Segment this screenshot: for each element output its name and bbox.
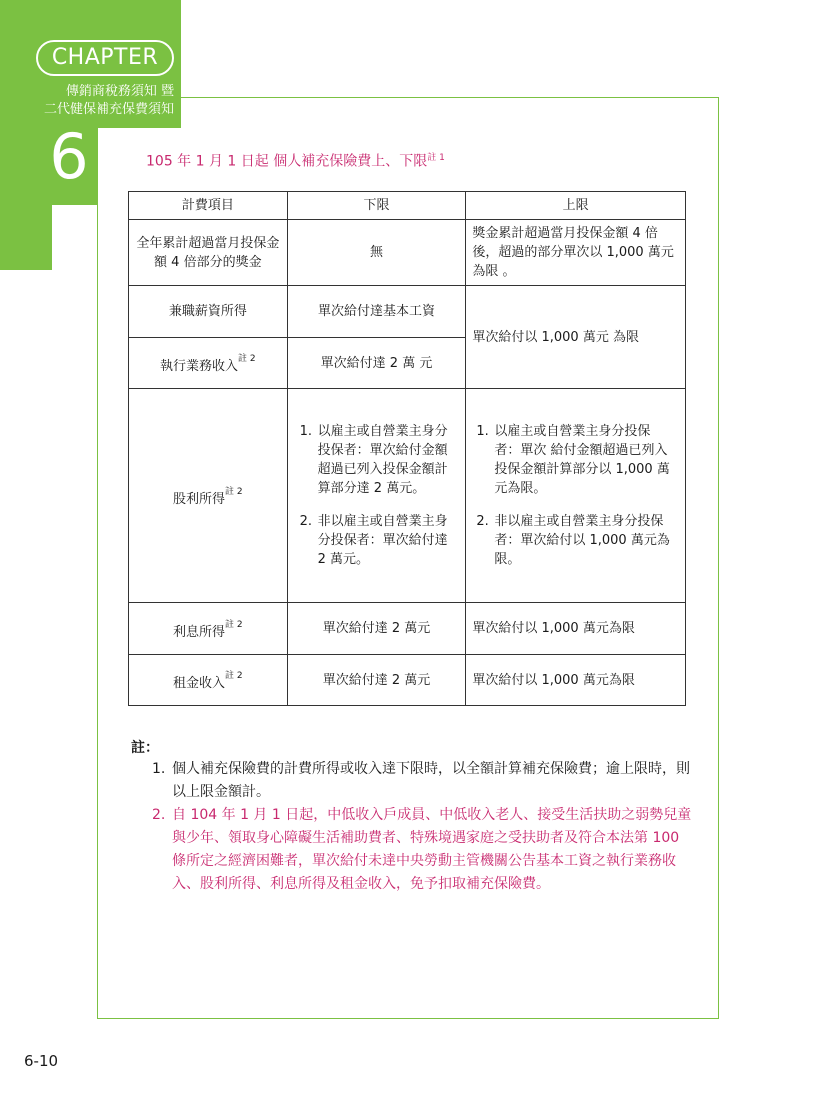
chapter-number: 6	[49, 120, 89, 193]
chapter-subtitle-line2: 二代健保補充保費須知	[43, 102, 174, 117]
row-upper: 獎金累計超過當月投保金額 4 倍後，超過的部分單次以 1,000 萬元為限 。	[466, 220, 686, 286]
chapter-label: CHAPTER	[36, 40, 174, 76]
header-lower: 下限	[287, 192, 466, 220]
row-item	[129, 338, 288, 389]
row-item	[129, 389, 288, 603]
list-item: 1. 以雇主或自營業主身分投保者：單次給付金額超過已列入投保金額計算部分達 2 萬元。	[299, 424, 448, 496]
row-item-text: 租金收入	[173, 676, 226, 691]
notes-heading: 註：	[131, 740, 159, 756]
section-title	[146, 150, 445, 171]
header-item: 計費項目	[129, 192, 288, 220]
row-item: 全年累計超過當月投保金額 4 倍部分的獎金	[129, 220, 288, 286]
chapter-subtitle-line1: 傳銷商稅務須知 暨	[65, 84, 174, 99]
table-row	[129, 389, 686, 603]
row-lower: 單次給付達 2 萬 元	[287, 338, 466, 389]
table-row	[129, 603, 686, 655]
row-item-text: 股利所得	[173, 491, 226, 507]
row-upper: 單次給付以 1,000 萬元為限	[466, 655, 686, 706]
upper-list	[476, 422, 675, 569]
section-title-text: 105 年 1 月 1 日起 個人補充保險費上、下限	[146, 153, 428, 170]
lower-list	[300, 422, 456, 569]
premium-limits-table	[128, 191, 686, 706]
row-upper: 單次給付以 1,000 萬元為限	[466, 603, 686, 655]
header-upper: 上限	[466, 192, 686, 220]
table-row	[129, 286, 686, 338]
list-item: 2. 非以雇主或自營業主身分投保者：單次給付達 2 萬元。	[299, 514, 448, 567]
note-number: 1.	[152, 761, 166, 777]
list-item: 1. 以雇主或自營業主身分投保者：單次 給付金額超過已列入投保金額計算部分以 1,000 萬元為限。	[476, 424, 670, 496]
row-lower: 無	[287, 220, 466, 286]
note-number: 2.	[152, 807, 166, 823]
note-text: 自 104 年 1 月 1 日起，中低收入戶成員、中低收入老人、接受生活扶助之弱勢兒童與少年、領取身心障礙生活補助費者、特殊境遇家庭之受扶助者及符合本法第 100 條所定之經濟困難者，單次給付未達中央勞動主管機關公告基本工資之執行業務收入、股利所得、利息所得及租金收入，免予扣取補充保險費。	[172, 807, 692, 892]
row-lower	[287, 389, 466, 603]
section-title-note: 註 1	[427, 153, 445, 163]
list-item: 2. 非以雇主或自營業主身分投保者：單次給付以 1,000 萬元為限。	[476, 514, 670, 567]
row-upper-merged: 單次給付以 1,000 萬元 為限	[466, 286, 686, 389]
row-upper	[466, 389, 686, 603]
row-item-note: 註 2	[225, 619, 243, 630]
table-header-row	[129, 192, 686, 220]
row-item-note: 註 2	[225, 486, 243, 497]
row-item	[129, 655, 288, 706]
table-row	[129, 655, 686, 706]
row-lower: 單次給付達 2 萬元	[287, 603, 466, 655]
row-item-text: 執行業務收入	[160, 359, 239, 374]
note-item	[152, 804, 692, 896]
row-item: 兼職薪資所得	[129, 286, 288, 338]
page-number: 6-10	[24, 1052, 59, 1070]
row-lower: 單次給付達 2 萬元	[287, 655, 466, 706]
row-item-note: 註 2	[225, 671, 243, 681]
row-item-note: 註 2	[238, 354, 256, 364]
row-item	[129, 603, 288, 655]
note-text: 個人補充保險費的計費所得或收入達下限時，以全額計算補充保險費；逾上限時，則以上限金額計。	[172, 761, 690, 800]
note-item	[152, 758, 692, 804]
table-row	[129, 220, 686, 286]
row-item-text: 利息所得	[173, 624, 226, 640]
row-lower: 單次給付達基本工資	[287, 286, 466, 338]
